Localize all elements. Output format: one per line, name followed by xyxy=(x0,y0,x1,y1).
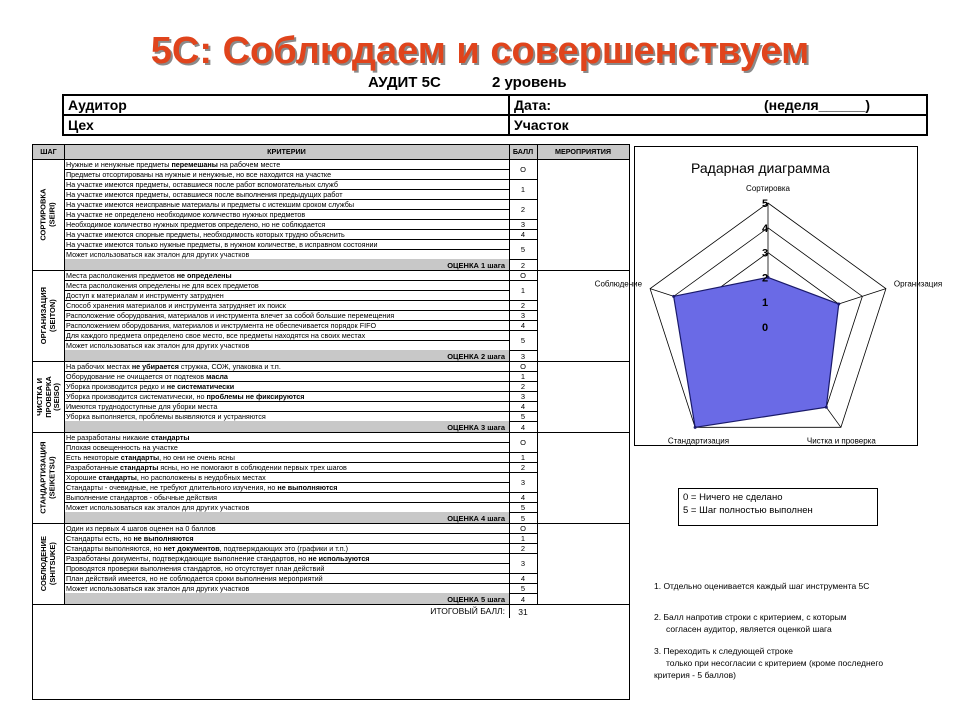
score-cell[interactable]: 2 xyxy=(520,205,526,214)
score-cell[interactable]: 3 xyxy=(520,559,526,568)
step-summary-label: ОЦЕНКА 1 шага xyxy=(447,261,505,270)
auditor-field[interactable]: Аудитор xyxy=(68,97,127,113)
radar-point xyxy=(837,303,840,306)
criterion-text: Уборка выполняется, проблемы выявляются и устраняются xyxy=(66,411,266,421)
column-step-header: ШАГ xyxy=(40,147,57,156)
step-summary-label: ОЦЕНКА 5 шага xyxy=(447,595,505,604)
radar-point xyxy=(825,406,828,409)
criterion-text: Не разработаны никакие стандарты xyxy=(66,432,190,442)
score-cell[interactable]: 1 xyxy=(520,372,526,381)
step-name: СТАНДАРТИЗАЦИЯ (SEIKETSU) xyxy=(38,441,57,514)
column-actions-header: МЕРОПРИЯТИЯ xyxy=(554,147,612,156)
score-cell[interactable]: 4 xyxy=(520,321,526,330)
score-cell[interactable]: 3 xyxy=(520,392,526,401)
criterion-text: Может использоваться как эталон для других участков xyxy=(66,340,250,350)
page-title: 5С: Соблюдаем и совершенствуем xyxy=(150,30,810,72)
audit-table xyxy=(32,144,630,700)
criterion-text: Предметы отсортированы на нужные и ненужные, но все находится на участке xyxy=(66,169,332,179)
criterion-text: Стандарты есть, но не выполняются xyxy=(66,533,194,543)
step-label xyxy=(33,432,64,523)
score-cell[interactable]: 1 xyxy=(520,185,526,194)
note: 1. Отдельно оценивается каждый шаг инструмента 5С xyxy=(654,581,870,591)
step-label xyxy=(33,523,64,604)
note: 2. Балл напротив строки с критерием, с которым xyxy=(654,612,847,622)
area-field[interactable]: Участок xyxy=(514,117,569,133)
criterion-text: Способ хранения материалов и инструмента затрудняет их поиск xyxy=(66,300,286,310)
date-field[interactable]: Дата: xyxy=(514,97,552,113)
step-name: ОРГАНИЗАЦИЯ (SEITON) xyxy=(38,286,57,345)
radar-tick-label: 2 xyxy=(762,272,769,285)
criterion-text: Проводятся проверки выполнения стандартов, но отсутствует план действий xyxy=(66,563,325,573)
column-score-header: БАЛЛ xyxy=(512,147,534,156)
step-name: СОРТИРОВКА (SEIRI) xyxy=(38,188,57,241)
score-cell[interactable]: 2 xyxy=(520,463,526,472)
criterion-text: Уборка производится систематически, но проблемы не фиксируются xyxy=(66,391,305,401)
score-cell[interactable]: О xyxy=(520,438,526,447)
column-criteria-header: КРИТЕРИИ xyxy=(267,147,306,156)
score-cell[interactable]: 4 xyxy=(520,574,526,583)
criterion-text: Может использоваться как эталон для других участков xyxy=(66,249,250,259)
shop-field[interactable]: Цех xyxy=(68,117,94,133)
step-summary-label: ОЦЕНКА 2 шага xyxy=(447,352,505,361)
radar-tick-label: 4 xyxy=(762,222,769,235)
score-cell[interactable]: О xyxy=(520,165,526,174)
step-label xyxy=(33,270,64,361)
score-legend xyxy=(678,488,878,526)
total-label: ИТОГОВЫЙ БАЛЛ: xyxy=(430,606,505,616)
score-cell[interactable]: 5 xyxy=(520,336,526,345)
radar-tick-label: 3 xyxy=(762,247,769,260)
criterion-text: На рабочих местах не убирается стружка, СОЖ, упаковка и т.п. xyxy=(66,361,281,371)
criterion-text: Может использоваться как эталон для других участков xyxy=(66,502,250,512)
score-cell[interactable]: 2 xyxy=(520,301,526,310)
step-summary-label: ОЦЕНКА 3 шага xyxy=(447,423,505,432)
criterion-text: Разработаны документы, подтверждающие выполнение стандартов, но не используются xyxy=(66,553,370,563)
criterion-text: Может использоваться как эталон для других участков xyxy=(66,583,250,593)
radar-series-area xyxy=(674,277,839,427)
note: 3. Переходить к следующей строке xyxy=(654,646,793,656)
score-cell[interactable]: 4 xyxy=(520,230,526,239)
audit-label xyxy=(368,74,567,91)
score-cell[interactable]: 3 xyxy=(520,478,526,487)
score-cell[interactable]: 5 xyxy=(520,245,526,254)
criterion-text: Стандарты выполняются, но нет документов, подтверждающих это (графики и т.п.) xyxy=(66,543,349,553)
criterion-text: На участке не определено необходимое количество нужных предметов xyxy=(66,209,306,219)
score-cell[interactable]: 4 xyxy=(520,402,526,411)
score-cell[interactable]: 4 xyxy=(520,493,526,502)
criterion-text: Уборка производится редко и не систематически xyxy=(66,381,235,391)
radar-svg xyxy=(594,147,943,446)
criterion-text: На участке имеются предметы, оставшиеся после выполнения предыдущих работ xyxy=(66,189,343,199)
step-summary-score[interactable]: 2 xyxy=(520,261,526,270)
score-cell[interactable]: 5 xyxy=(520,503,526,512)
score-cell[interactable]: 1 xyxy=(520,453,526,462)
score-cell[interactable]: 2 xyxy=(520,382,526,391)
criterion-text: Стандарты - очевидные, не требуют длительного изучения, но не выполняются xyxy=(66,482,338,492)
step-label xyxy=(33,159,64,270)
step-name: СОБЛЮДЕНИЕ (SHITSUKE) xyxy=(38,535,57,592)
criterion-text: Оборудование не очищается от подтеков масла xyxy=(66,371,228,381)
total-score[interactable]: 31 xyxy=(518,607,528,617)
radar-axis-label: Сортировка xyxy=(746,184,790,193)
note: только при несогласии с критерием (кроме последнего xyxy=(666,658,884,668)
radar-axis-label: Организация xyxy=(893,279,943,289)
audit-title: АУДИТ 5С xyxy=(368,74,441,91)
criterion-text: На участке имеются предметы, оставшиеся после работ вспомогательных служб xyxy=(66,179,338,189)
step-summary-label: ОЦЕНКА 4 шага xyxy=(447,514,505,523)
criterion-text: Необходимое количество нужных предметов определено, но не соблюдается xyxy=(66,219,326,229)
legend-line: 0 = Ничего не сделано xyxy=(683,492,783,503)
audit-header xyxy=(62,94,928,136)
score-cell[interactable]: 2 xyxy=(520,544,526,553)
criterion-text: Разработанные стандарты ясны, но не помогают в соблюдении первых трех шагов xyxy=(66,462,347,472)
criterion-text: Для каждого предмета определено свое место, все предметы находятся на своих местах xyxy=(66,330,366,340)
audit-level: 2 уровень xyxy=(492,74,567,91)
criterion-text: Расположение оборудования, материалов и инструмента влечет за собой большие перемещения xyxy=(66,310,395,320)
radar-point xyxy=(694,426,697,429)
criterion-text: Места расположения предметов не определены xyxy=(66,270,232,280)
score-cell[interactable]: О xyxy=(520,271,526,280)
radar-axis-label: Стандартизация xyxy=(667,436,730,446)
step-summary-score[interactable]: 4 xyxy=(520,595,526,604)
criterion-text: План действий имеется, но не соблюдается сроки выполнения мероприятий xyxy=(66,573,323,583)
score-cell[interactable]: 1 xyxy=(520,534,526,543)
criterion-text: Нужные и ненужные предметы перемешаны на рабочем месте xyxy=(66,159,281,169)
radar-tick-label: 1 xyxy=(762,297,769,310)
step-name: ЧИСТКА И ПРОВЕРКА (SEISO) xyxy=(34,375,61,418)
score-cell[interactable]: 1 xyxy=(520,286,526,295)
score-cell[interactable]: 3 xyxy=(520,311,526,320)
criterion-text: Места расположения определены не для всех предметов xyxy=(66,280,259,290)
criterion-text: На участке имеются неисправные материалы и предметы с истекшим сроком службы xyxy=(66,199,355,209)
score-cell[interactable]: О xyxy=(520,362,526,371)
step-label xyxy=(33,361,64,432)
score-cell[interactable]: 3 xyxy=(520,220,526,229)
radar-tick-label: 0 xyxy=(762,322,769,334)
step-summary-score[interactable]: 5 xyxy=(520,514,526,523)
criterion-text: На участке имеются спорные предметы, необходимость которых трудно объяснить xyxy=(66,229,345,239)
step-summary-score[interactable]: 3 xyxy=(520,352,526,361)
legend-line: 5 = Шаг полностью выполнен xyxy=(683,505,813,516)
radar-tick-label: 5 xyxy=(762,198,769,210)
score-cell[interactable]: О xyxy=(520,524,526,533)
criterion-text: Имеются труднодоступные для уборки места xyxy=(66,401,218,411)
criterion-text: Расположением оборудования, материалов и инструмента не обеспечивается порядок FIFO xyxy=(66,320,377,330)
score-cell[interactable]: 5 xyxy=(520,584,526,593)
criterion-text: Хорошие стандарты, но расположены в неудобных местах xyxy=(66,472,266,482)
week-field[interactable]: (неделя______) xyxy=(764,97,871,113)
score-cell[interactable]: 5 xyxy=(520,412,526,421)
criterion-text: Есть некоторые стандарты, но они не очень ясны xyxy=(66,452,235,462)
criterion-text: Доступ к материалам и инструменту затруднен xyxy=(66,290,224,300)
radar-axis-label: Соблюдение xyxy=(594,279,643,289)
note: согласен аудитор, является оценкой шага xyxy=(666,624,832,634)
criterion-text: На участке имеются только нужные предметы, в нужном количестве, в исправном состоянии xyxy=(66,239,378,249)
step-summary-score[interactable]: 4 xyxy=(520,423,526,432)
criterion-text: Плохая освещенность на участке xyxy=(66,442,178,452)
criterion-text: Выполнение стандартов - обычные действия xyxy=(66,492,218,502)
radar-chart xyxy=(594,146,943,446)
radar-axis-label: Чистка и проверка xyxy=(806,436,876,446)
radar-title: Радарная диаграмма xyxy=(691,160,830,176)
radar-point xyxy=(672,295,675,298)
note: критерия - 5 баллов) xyxy=(654,670,736,680)
criterion-text: Один из первых 4 шагов оценен на 0 баллов xyxy=(66,523,216,533)
